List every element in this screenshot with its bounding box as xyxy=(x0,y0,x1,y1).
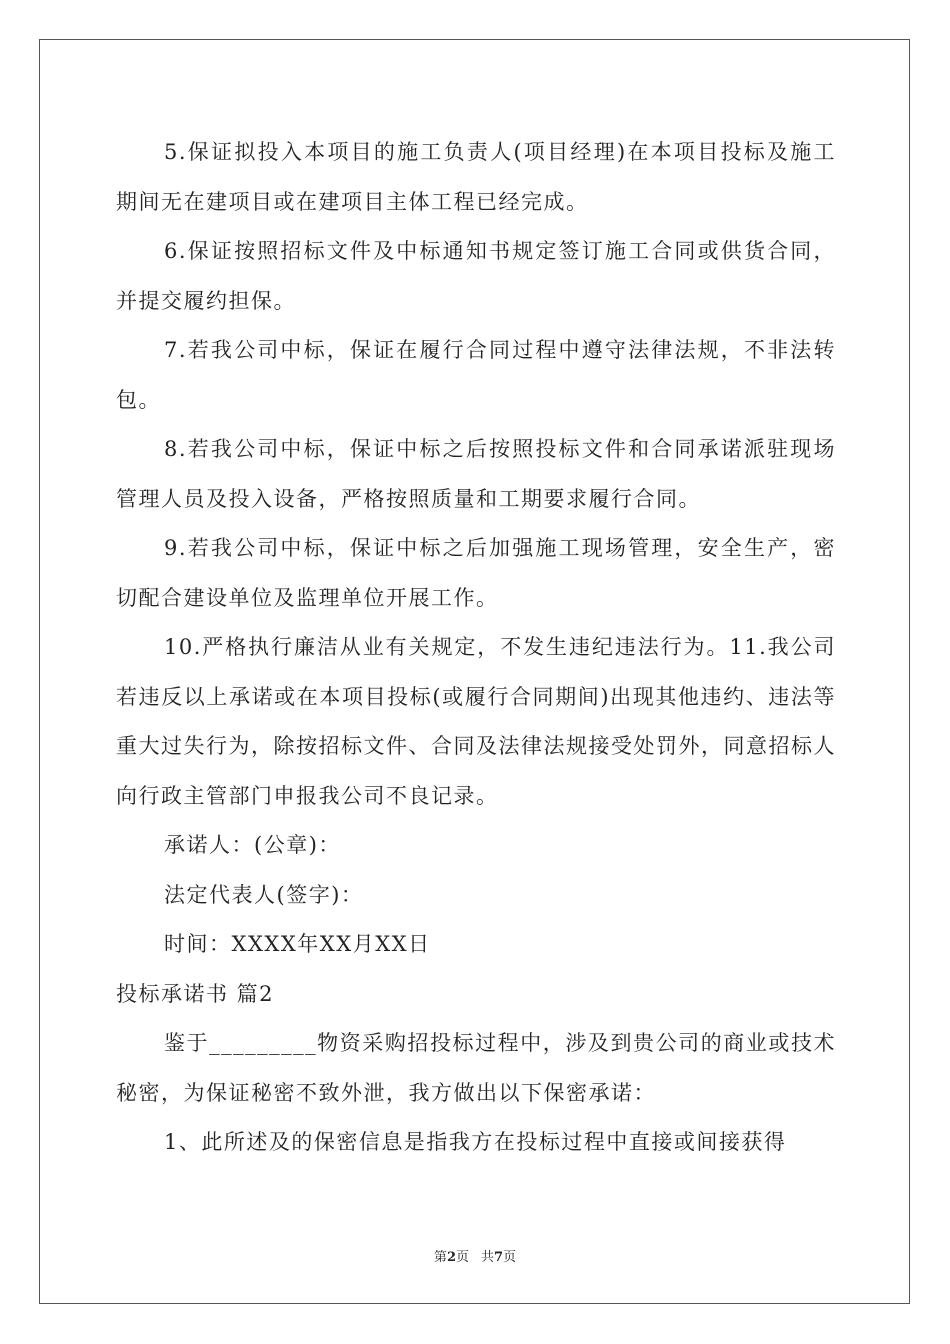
paragraph-item-8: 8.若我公司中标，保证中标之后按照投标文件和合同承诺派驻现场管理人员及投入设备，严格按照质量和工期要求履行合同。 xyxy=(116,437,836,511)
paragraph-item-9: 9.若我公司中标，保证中标之后加强施工现场管理，安全生产，密切配合建设单位及监理单位开展工作。 xyxy=(116,536,836,610)
section-heading: 投标承诺书 篇2 xyxy=(116,981,275,1006)
footer-prefix: 第 xyxy=(433,1250,447,1265)
paragraph-item-7: 7.若我公司中标，保证在履行合同过程中遵守法律法规，不非法转包。 xyxy=(116,338,836,412)
document-body xyxy=(116,128,836,1168)
footer-current-page: 2 xyxy=(446,1250,456,1265)
legal-representative-line: 法定代表人(签字)： xyxy=(164,882,364,907)
paragraph-item-6: 6.保证按照招标文件及中标通知书规定签订施工合同或供货合同，并提交履约担保。 xyxy=(116,239,836,313)
footer-total-prefix: 共 xyxy=(481,1250,495,1265)
date-line: 时间：XXXX年XX月XX日 xyxy=(164,932,431,956)
confidentiality-item-1: 1、此所述及的保密信息是指我方在投标过程中直接或间接获得 xyxy=(164,1130,787,1154)
promisor-line: 承诺人：(公章)： xyxy=(164,833,341,857)
paragraph-item-10-11: 10.严格执行廉洁从业有关规定，不发生违纪违法行为。11.我公司若违反以上承诺或在本项目投标(或履行合同期间)出现其他违约、违法等重大过失行为，除按招标文件、合同及法律法规接受处罚外，同意招标人向行政主管部门申报我公司不良记录。 xyxy=(116,635,836,808)
paragraph-item-5: 5.保证拟投入本项目的施工负责人(项目经理)在本项目投标及施工期间无在建项目或在建项目主体工程已经完成。 xyxy=(116,140,836,214)
page-footer xyxy=(0,1246,950,1265)
footer-page-suffix: 页 xyxy=(455,1250,469,1265)
footer-total-pages: 7 xyxy=(494,1250,504,1265)
confidentiality-intro: 鉴于_________物资采购招投标过程中，涉及到贵公司的商业或技术秘密，为保证秘密不致外泄，我方做出以下保密承诺： xyxy=(116,1031,836,1105)
footer-total-suffix: 页 xyxy=(503,1250,517,1265)
